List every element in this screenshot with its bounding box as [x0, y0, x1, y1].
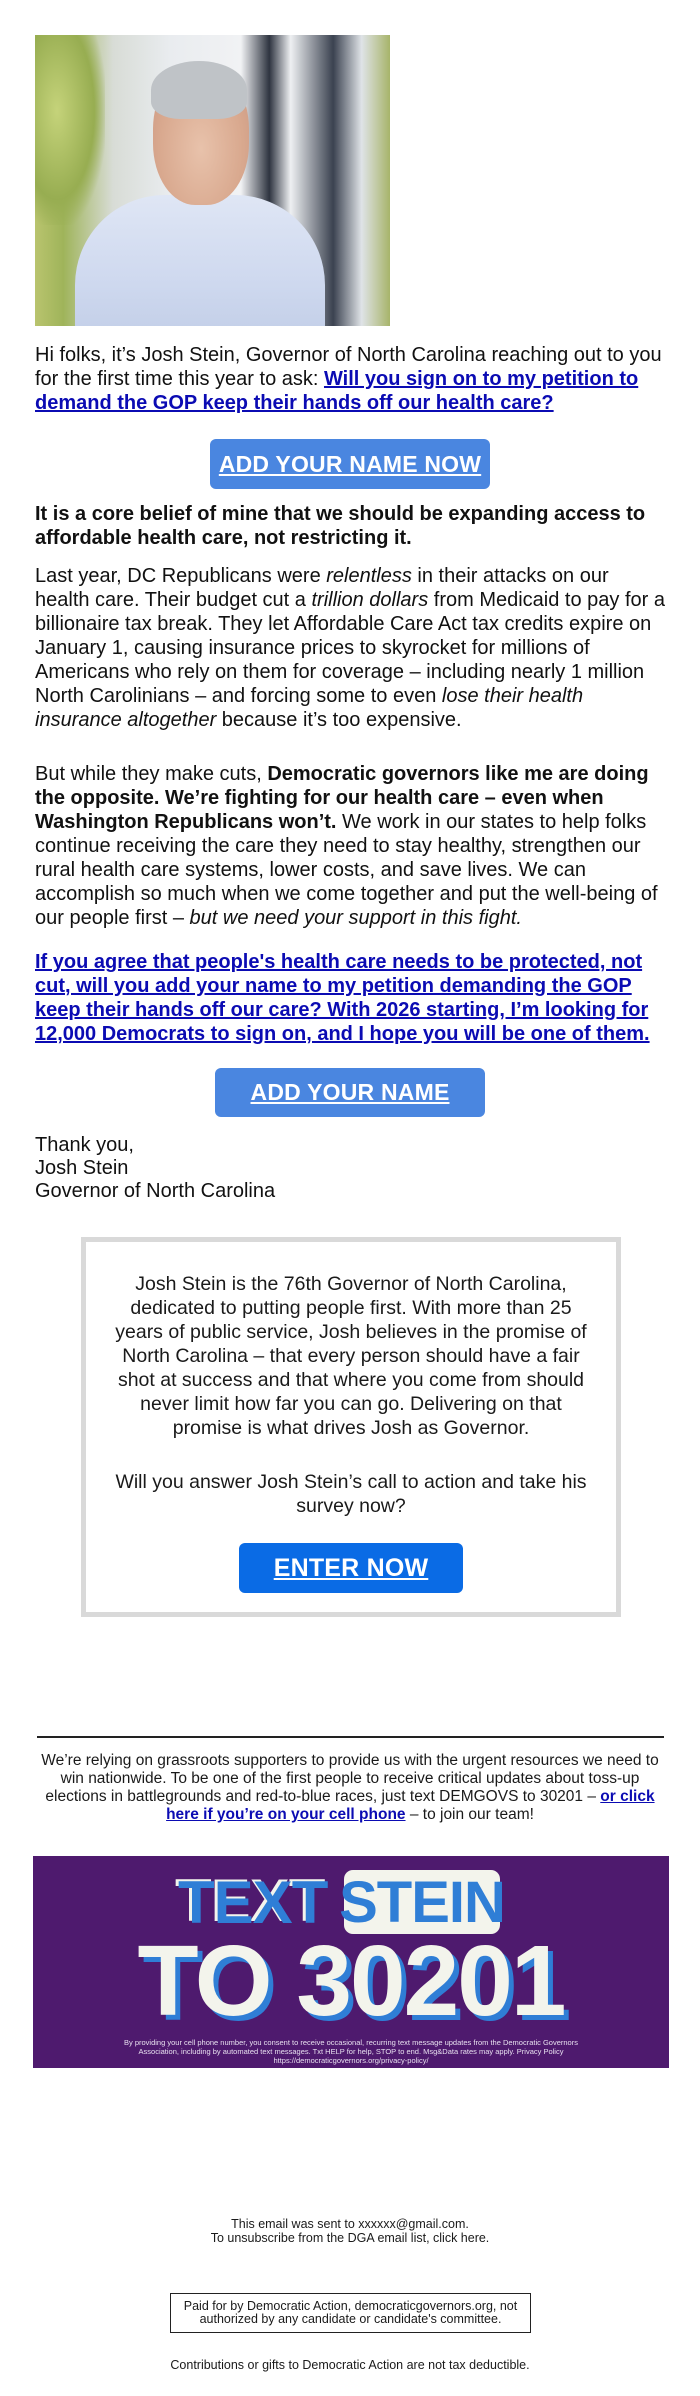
intro-paragraph: Hi folks, it’s Josh Stein, Governor of North Carolina reaching out to you for the first time this year to ask: Will you sign on to my petition to demand the GOP keep their hands off our health care? — [35, 344, 662, 414]
banner-shortcode: TO 30201 — [137, 1925, 565, 2037]
photo-hair — [151, 61, 247, 119]
cell-phone-signup-link[interactable]: or click here if you’re on your cell phone — [166, 1788, 655, 1823]
photo-tree — [35, 35, 105, 225]
grassroots-paragraph: We’re relying on grassroots supporters to provide us with the urgent resources we need to win nationwide. To be one of the first people to receive critical updates about toss-up elections in battlegrounds and red-to-blue races, just text DEMGOVS to 30201 – or click here if you’re on your cell phone – to join our team! — [41, 1752, 659, 1823]
governor-photo[interactable] — [35, 35, 390, 326]
banner-keyword-pill: STEIN — [339, 1869, 505, 1935]
petition-link-intro[interactable]: Will you sign on to my petition to demand the GOP keep their hands off our health care? — [35, 368, 639, 414]
enter-now-button[interactable]: ENTER NOW — [239, 1543, 463, 1593]
add-your-name-button[interactable]: ADD YOUR NAME — [215, 1068, 485, 1117]
sent-to-text: This email was sent to xxxxxx@gmail.com. — [231, 2217, 469, 2231]
survey-question: Will you answer Josh Stein’s call to action and take his survey now? — [115, 1471, 587, 1517]
cta-paragraph — [35, 950, 665, 1046]
tax-disclaimer: Contributions or gifts to Democratic Action are not tax deductible. — [170, 2358, 530, 2372]
belief-statement: It is a core belief of mine that we should be expanding access to affordable health care, not restricting it. — [35, 503, 646, 549]
text-stein-banner[interactable] — [33, 1856, 669, 2068]
unsubscribe-link[interactable]: To unsubscribe from the DGA email list, click here. — [210, 2231, 490, 2245]
signoff — [35, 1134, 665, 1203]
section-divider — [37, 1736, 664, 1738]
photo-shirt — [75, 195, 325, 326]
republicans-paragraph: Last year, DC Republicans were relentless in their attacks on our health care. Their budget cut a trillion dollars from Medicaid to pay for a billionaire tax break. They let Affordable Care Act tax credits expire on January 1, causing insurance prices to skyrocket for millions of Americans who rely on them for coverage – including nearly 1 million North Carolinians – and forcing some to even lose their health insurance altogether because it’s too expensive. — [35, 565, 665, 731]
signoff-name: Josh Stein — [35, 1157, 129, 1179]
signoff-thanks: Thank you, — [35, 1134, 134, 1156]
democratic-governors-paragraph: But while they make cuts, Democratic governors like me are doing the opposite. We’re fighting for our health care – even when Washington Republicans won’t. We work in our states to help folks continue receiving the care they need to stay healthy, strengthen our rural health care systems, lower costs, and save lives. We can accomplish so much when we come together and put the well-being of our people first – but we need your support in this fight. — [35, 763, 658, 929]
add-your-name-now-button[interactable]: ADD YOUR NAME NOW — [210, 439, 490, 489]
banner-fine-print: By providing your cell phone number, you consent to receive occasional, recurring text message updates from the Democratic Governors Association, including by automated text messages. Txt HELP for help, STOP to end. Msg&Data rates may apply. Privacy Policy https://democraticgovernors.org/privacy-policy/ — [124, 2038, 578, 2065]
banner-text-word: TEXT — [178, 1869, 328, 1936]
footer-recipient — [0, 2217, 700, 2245]
bio-text: Josh Stein is the 76th Governor of North Carolina, dedicated to putting people first. With more than 25 years of public service, Josh believes in the promise of North Carolina – that every person should have a fair shot at success and that where you come from should never limit how far you can go. Delivering on that promise is what drives Josh as Governor. — [115, 1273, 587, 1439]
signoff-title: Governor of North Carolina — [35, 1180, 276, 1202]
bio-box — [81, 1237, 621, 1617]
paid-for-disclaimer: Paid for by Democratic Action, democraticgovernors.org, not authorized by any candidate or candidate's committee. — [170, 2293, 531, 2333]
petition-link-cta[interactable]: If you agree that people's health care needs to be protected, not cut, will you add your name to my petition demanding the GOP keep their hands off our care? With 2026 starting, I’m looking for 12,000 Democrats to sign on, and I hope you will be one of them. — [35, 951, 650, 1045]
